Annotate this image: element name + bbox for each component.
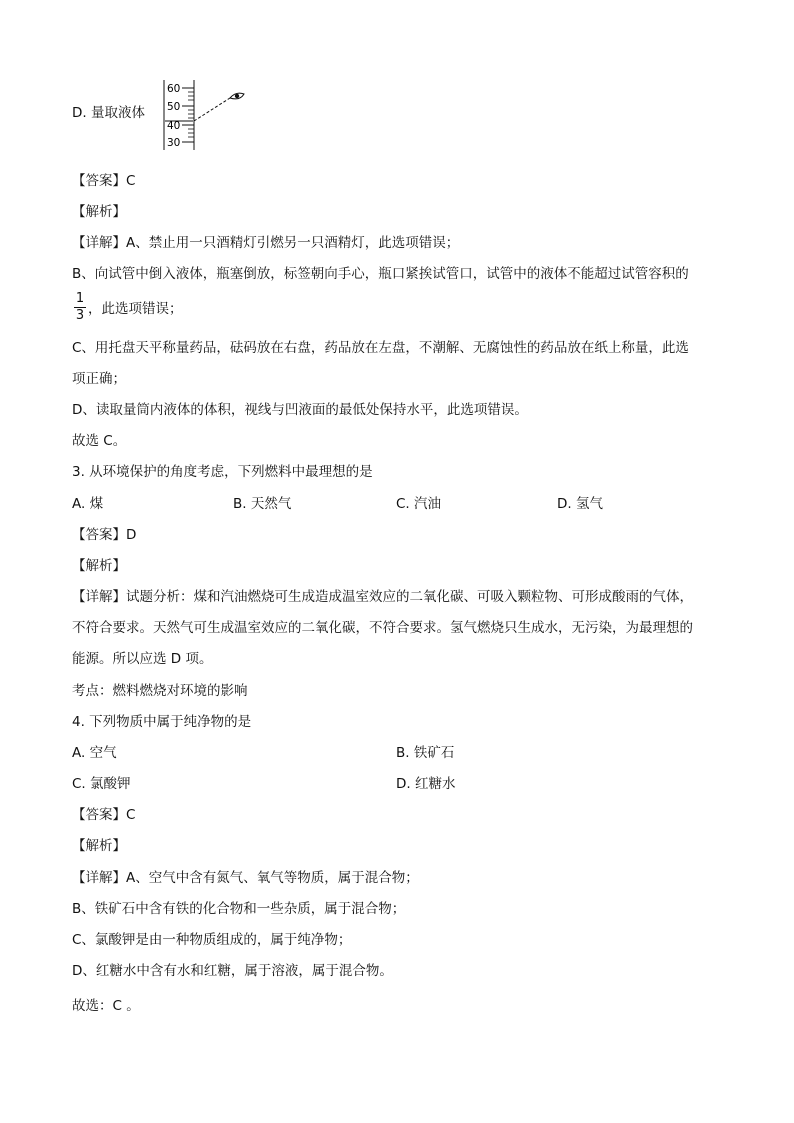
answer-label: 【答案】C <box>72 173 136 189</box>
explanation-line: ，此选项错误； <box>88 301 183 317</box>
option-d-measure-liquid: D. 量取液体 <box>72 105 145 121</box>
fraction-one-third <box>74 292 86 323</box>
explanation-line: C、用托盘天平称量药品，砝码放在右盘，药品放在左盘，不潮解、无腐蚀性的药品放在纸上称量，此选 <box>72 340 689 356</box>
explanation-line: C、氯酸钾是由一种物质组成的，属于纯净物； <box>72 932 352 948</box>
question-3-text: 3. 从环境保护的角度考虑，下列燃料中最理想的是 <box>72 464 373 480</box>
cylinder-tick-label: 40 <box>167 120 181 132</box>
conclusion-line: 故选 C。 <box>72 433 127 449</box>
q3-option-c: C. 汽油 <box>396 496 442 512</box>
explanation-line: D、红糖水中含有水和红糖，属于溶液，属于混合物。 <box>72 963 393 979</box>
analysis-label: 【解析】 <box>72 838 126 854</box>
q4-option-d: D. 红糖水 <box>396 776 456 792</box>
fraction-denominator: 3 <box>75 308 85 323</box>
q3-option-d: D. 氢气 <box>557 496 603 512</box>
question-4-text: 4. 下列物质中属于纯净物的是 <box>72 714 252 730</box>
explanation-line: 能源。所以应选 D 项。 <box>72 651 213 667</box>
knowledge-point-line: 考点：燃料燃烧对环境的影响 <box>72 683 248 699</box>
analysis-label: 【解析】 <box>72 558 126 574</box>
fraction-numerator: 1 <box>75 291 85 306</box>
explanation-line: 【详解】试题分析：煤和汽油燃烧可生成造成温室效应的二氧化碳、可吸入颗粒物、可形成酸雨的气体， <box>72 589 693 605</box>
q3-option-a: A. 煤 <box>72 496 104 512</box>
eye-icon <box>230 93 244 99</box>
explanation-line: 不符合要求。天然气可生成温室效应的二氧化碳，不符合要求。氢气燃烧只生成水，无污染，为最理想的 <box>72 620 693 636</box>
explanation-line: B、铁矿石中含有铁的化合物和一些杂质，属于混合物； <box>72 901 406 917</box>
q4-option-c: C. 氯酸钾 <box>72 776 131 792</box>
explanation-line: B、向试管中倒入液体，瓶塞倒放，标签朝向手心，瓶口紧挨试管口，试管中的液体不能超过试管容积的 <box>72 266 689 282</box>
answer-label: 【答案】C <box>72 807 136 823</box>
q4-option-a: A. 空气 <box>72 745 117 761</box>
cylinder-tick-label: 30 <box>167 137 181 149</box>
explanation-line: 【详解】A、空气中含有氮气、氧气等物质，属于混合物； <box>72 870 419 886</box>
graduated-cylinder-figure <box>160 78 250 152</box>
explanation-line: 项正确； <box>72 371 126 387</box>
answer-label: 【答案】D <box>72 527 137 543</box>
q3-option-b: B. 天然气 <box>233 496 292 512</box>
explanation-line: D、读取量筒内液体的体积，视线与凹液面的最低处保持水平，此选项错误。 <box>72 402 528 418</box>
cylinder-tick-label: 50 <box>167 101 181 113</box>
q4-option-b: B. 铁矿石 <box>396 745 455 761</box>
analysis-label: 【解析】 <box>72 204 126 220</box>
conclusion-line: 故选：C 。 <box>72 998 140 1014</box>
explanation-line: 【详解】A、禁止用一只酒精灯引燃另一只酒精灯，此选项错误； <box>72 235 460 251</box>
cylinder-tick-label: 60 <box>167 83 181 95</box>
